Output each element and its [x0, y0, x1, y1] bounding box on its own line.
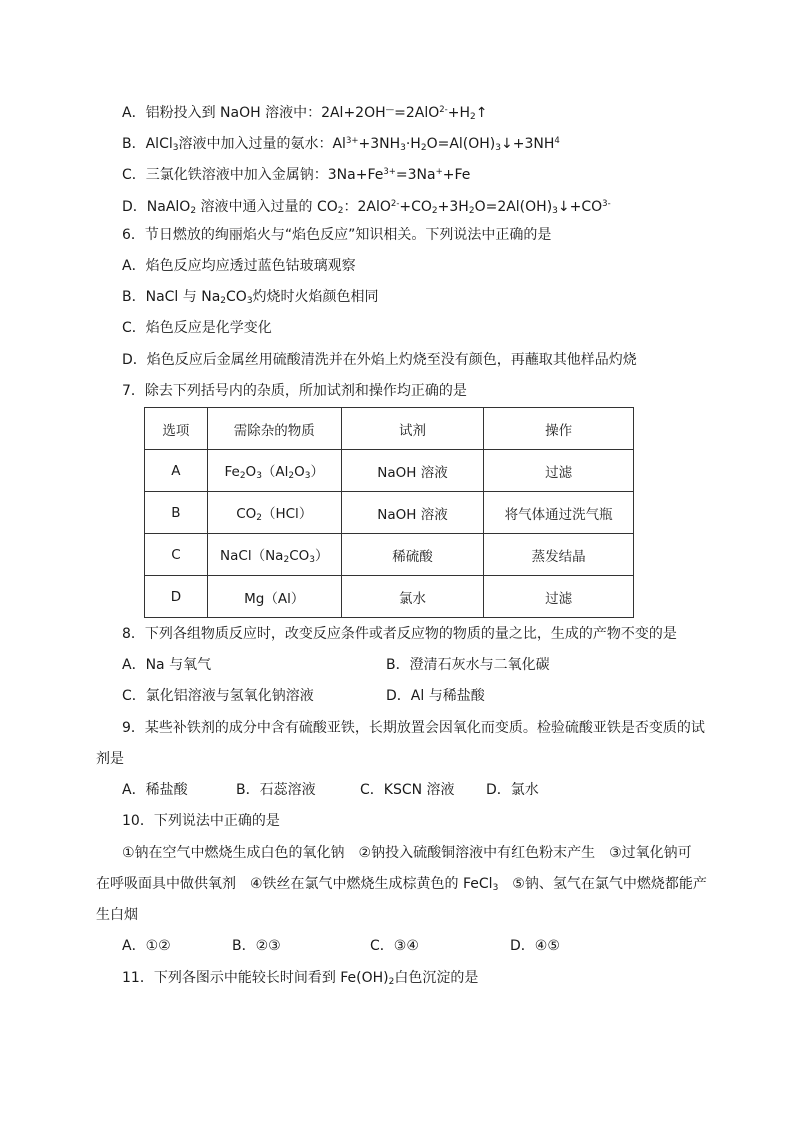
table-row [145, 534, 634, 576]
q9-option-b: B．石蕊溶液 [236, 782, 316, 798]
cell-operation: 蒸发结晶 [484, 534, 634, 576]
q5-option-d: D．NaAlO$_2$ 溶液中通入过量的 $CO_2$：$2AlO^{2-}+CO_2+3H_2O=2Al(OH)_3↓+CO^{3-}$ [122, 199, 611, 216]
q7-stem: 7．除去下列括号内的杂质，所加试剂和操作均正确的是 [122, 383, 467, 399]
cell-option: B [145, 492, 208, 534]
q10-option-b: B．②③ [232, 938, 281, 954]
cell-option: A [145, 450, 208, 492]
header-reagent: 试剂 [341, 408, 484, 450]
q5-option-a: A．铝粉投入到 NaOH 溶液中：$2Al+2OH^—=2AlO^{2-}+H_2↑$ [122, 105, 488, 122]
q9-stem-cont: 剂是 [96, 751, 124, 767]
q9-option-d: D．氯水 [486, 782, 539, 798]
q6-option-b: B．NaCl 与 $Na_2CO_3$灼烧时火焰颜色相同 [122, 289, 379, 306]
cell-substance: $CO_2(HCl)$ [207, 492, 341, 534]
header-option: 选项 [145, 408, 208, 450]
q11-stem: 11．下列各图示中能较长时间看到 $Fe(OH)_2$白色沉淀的是 [122, 970, 479, 987]
q10-option-c: C．③④ [370, 938, 419, 954]
q10-option-d: D．④⑤ [510, 938, 560, 954]
q10-statement-line2: 在呼吸面具中做供氧剂 ④铁丝在氯气中燃烧生成棕黄色的 FeCl$_3$ ⑤钠、氢气在氯气中燃烧都能产 [96, 876, 707, 893]
q5-option-b: B．AlCl$_3$溶液中加入过量的氨水：$Al^{3+}+3NH_3\cdot H_2O=Al(OH)_3↓+3NH^4$ [122, 136, 560, 153]
q8-option-c: C．氯化铝溶液与氢氧化钠溶液 [122, 688, 314, 704]
header-operation: 操作 [484, 408, 634, 450]
cell-reagent: 氯水 [341, 576, 484, 618]
q10-option-a: A．①② [122, 938, 171, 954]
cell-substance: $Fe_2O_3(Al_2O_3)$ [207, 450, 341, 492]
table-row [145, 450, 634, 492]
q6-stem: 6．节日燃放的绚丽焰火与“焰色反应”知识相关。下列说法中正确的是 [122, 227, 552, 243]
q8-option-d: D．Al 与稀盐酸 [386, 688, 485, 704]
q5-option-c: C．三氯化铁溶液中加入金属钠：$3Na+Fe^{3+}=3Na^++Fe$ [122, 167, 471, 183]
q10-statement-line1: ①钠在空气中燃烧生成白色的氧化钠 ②钠投入硫酸铜溶液中有红色粉末产生 ③过氧化钠可 [122, 845, 692, 861]
table-row [145, 492, 634, 534]
cell-option: C [145, 534, 208, 576]
q6-option-d: D．焰色反应后金属丝用硫酸清洗并在外焰上灼烧至没有颜色，再蘸取其他样品灼烧 [122, 352, 637, 368]
header-substance: 需除杂的物质 [207, 408, 341, 450]
cell-substance: $NaCl(Na_2CO_3)$ [207, 534, 341, 576]
q8-option-a: A．Na 与氧气 [122, 657, 212, 673]
q6-option-c: C．焰色反应是化学变化 [122, 320, 272, 336]
cell-operation: 过滤 [484, 576, 634, 618]
q10-statement-line3: 生白烟 [96, 907, 138, 923]
cell-reagent: NaOH 溶液 [341, 450, 484, 492]
q8-stem: 8．下列各组物质反应时，改变反应条件或者反应物的物质的量之比，生成的产物不变的是 [122, 626, 677, 642]
table-header-row [145, 408, 634, 450]
cell-operation: 过滤 [484, 450, 634, 492]
q6-option-a: A．焰色反应均应透过蓝色钴玻璃观察 [122, 258, 356, 274]
table-row [145, 576, 634, 618]
q10-stem: 10．下列说法中正确的是 [122, 813, 280, 829]
cell-option: D [145, 576, 208, 618]
q8-option-b: B．澄清石灰水与二氧化碳 [386, 657, 550, 673]
cell-reagent: NaOH 溶液 [341, 492, 484, 534]
q7-table [144, 407, 634, 618]
q9-option-c: C．KSCN 溶液 [360, 782, 455, 798]
q9-stem: 9．某些补铁剂的成分中含有硫酸亚铁，长期放置会因氧化而变质。检验硫酸亚铁是否变质的试 [122, 720, 705, 736]
q9-option-a: A．稀盐酸 [122, 782, 188, 798]
cell-substance: Mg（Al） [207, 576, 341, 618]
cell-operation: 将气体通过洗气瓶 [484, 492, 634, 534]
cell-reagent: 稀硫酸 [341, 534, 484, 576]
